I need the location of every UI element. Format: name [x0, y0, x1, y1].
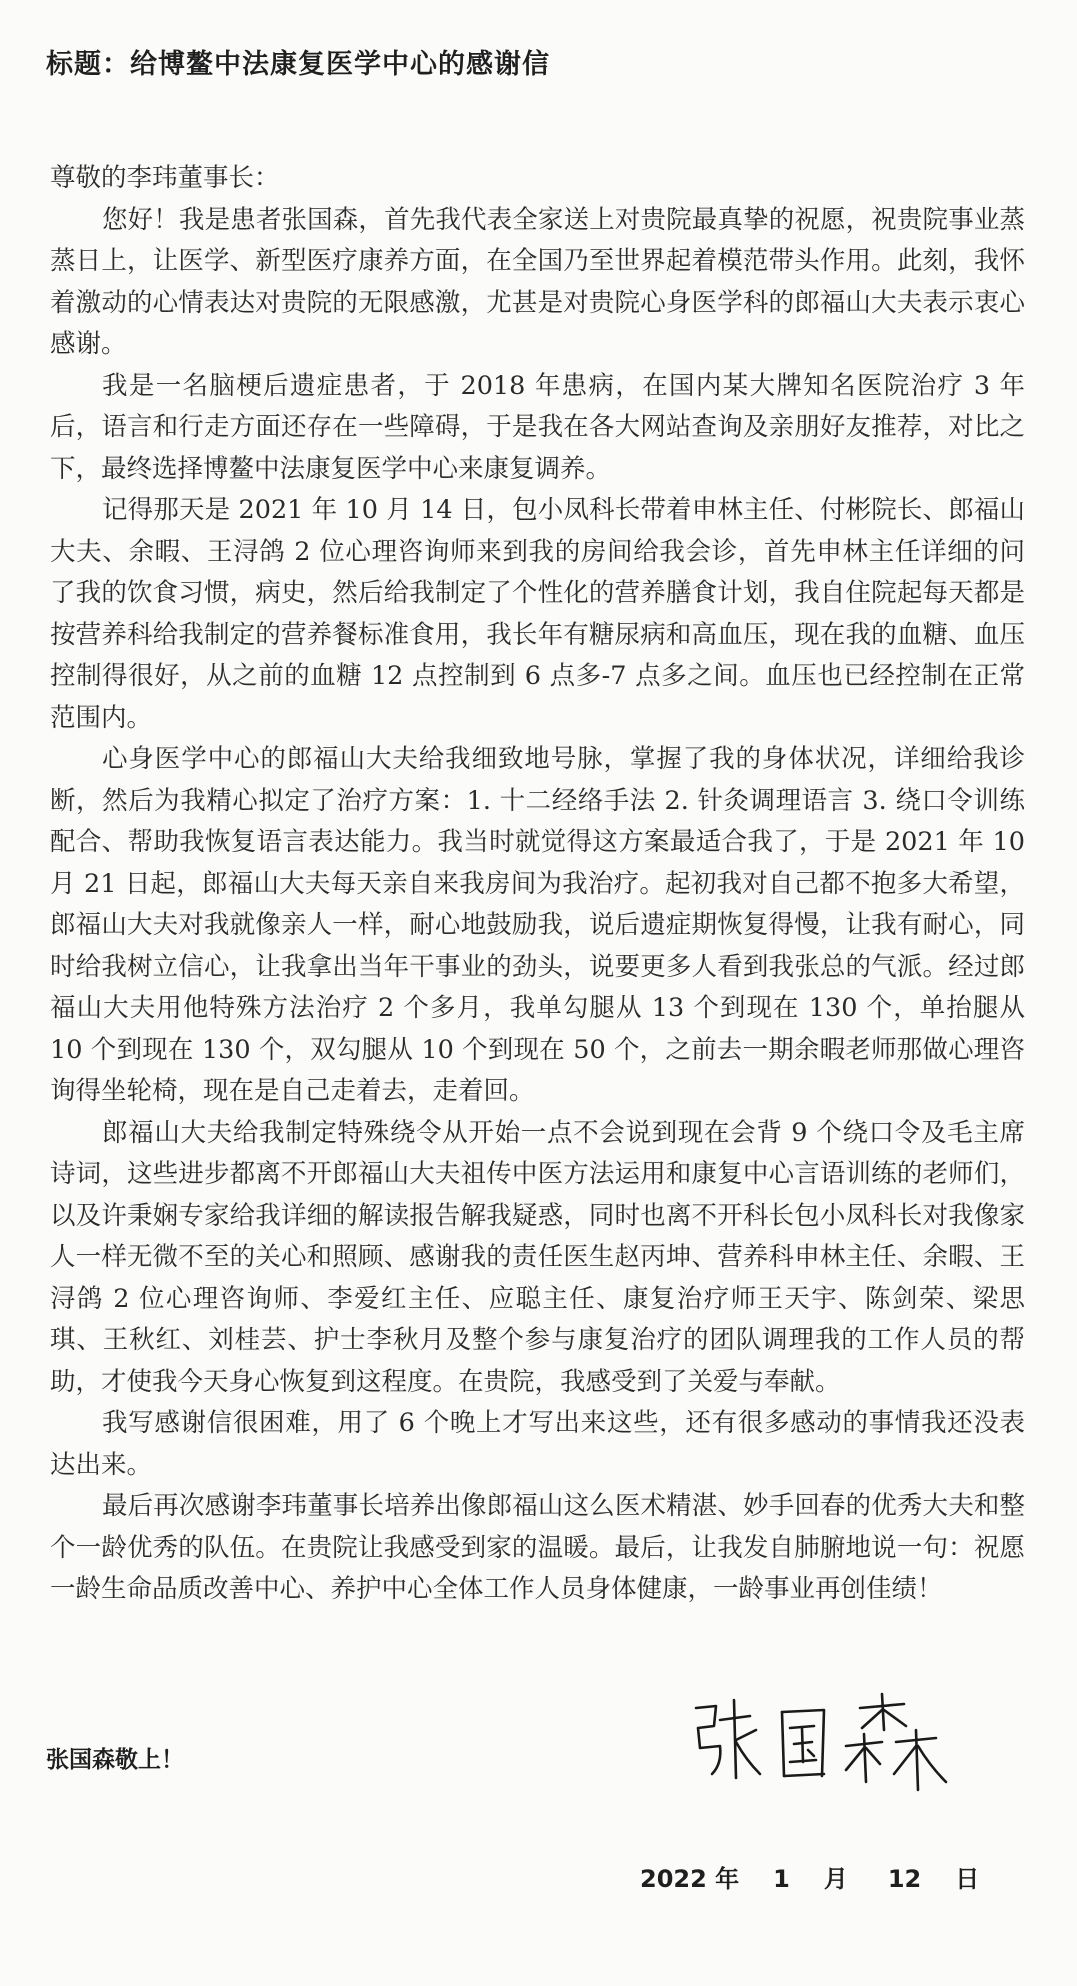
paragraph-treatment: 心身医学中心的郎福山大夫给我细致地号脉，掌握了我的身体状况，详细给我诊断，然后为我精心拟定了治疗方案：1. 十二经络手法 2. 针灸调理语言 3. 绕口令训练配合、帮助我恢复语言表达能力。我当时就觉得这方案最适合我了，于是 2021 年 10 月 21 日起，郎福山大夫每天亲自来我房间为我治疗。起初我对自己都不抱多大希望，郎福山大夫对我就像亲人一样，耐心地鼓励我，说后遗症期恢复得慢，让我有耐心，同时给我树立信心，让我拿出当年干事业的劲头，说要更多人看到我张总的气派。经过郎福山大夫用他特殊方法治疗 2 个多月，我单勾腿从 13 个到现在 130 个，单抬腿从 10 个到现在 130 个，双勾腿从 10 个到现在 50 个，之前去一期余暇老师那做心理咨询得坐轮椅，现在是自己走着去，走着回。	[50, 744, 1025, 1106]
paragraph-greeting: 您好！我是患者张国森，首先我代表全家送上对贵院最真挚的祝愿，祝贵院事业蒸蒸日上，让医学、新型医疗康养方面，在全国乃至世界起着模范带头作用。此刻，我怀着激动的心情表达对贵院的无限感激，尤甚是对贵院心身医学科的郎福山大夫表示衷心感谢。	[50, 204, 1025, 359]
handwritten-signature	[690, 1690, 950, 1800]
date-month: 1	[773, 1865, 790, 1893]
date-day-unit: 日	[955, 1865, 980, 1893]
letter-title: 标题：给博鳌中法康复医学中心的感谢信	[46, 49, 550, 80]
paragraph-consultation: 记得那天是 2021 年 10 月 14 日，包小凤科长带着申林主任、付彬院长、郎福山大夫、余暇、王浔鸽 2 位心理咨询师来到我的房间给我会诊，首先申林主任详细的问了我的饮食习惯，病史，然后给我制定了个性化的营养膳食计划，我自住院起每天都是按营养科给我制定的营养餐标准食用，我长年有糖尿病和高血压，现在我的血糖、血压控制得很好，从之前的血糖 12 点控制到 6 点多-7 点多之间。血压也已经控制在正常范围内。	[50, 495, 1025, 733]
paragraph-writing-note: 我写感谢信很困难，用了 6 个晚上才写出来这些，还有很多感动的事情我还没表达出来。	[50, 1408, 1025, 1480]
date-year: 2022	[640, 1865, 707, 1893]
letter-date	[640, 1859, 979, 1894]
date-day: 12	[887, 1865, 922, 1893]
paragraph-acknowledgements: 郎福山大夫给我制定特殊绕令从开始一点不会说到现在会背 9 个绕口令及毛主席诗词，这些进步都离不开郎福山大夫祖传中医方法运用和康复中心言语训练的老师们，以及许秉娴专家给我详细的解读报告解我疑惑，同时也离不开科长包小凤科长对我像家人一样无微不至的关心和照顾、感谢我的责任医生赵丙坤、营养科申林主任、余暇、王浔鸽 2 位心理咨询师、李爱红主任、应聪主任、康复治疗师王天宇、陈剑荣、梁思琪、王秋红、刘桂芸、护士李秋月及整个参与康复治疗的团队调理我的工作人员的帮助，才使我今天身心恢复到这程度。在贵院，我感受到了关爱与奉献。	[50, 1117, 1025, 1397]
paragraph-background: 我是一名脑梗后遗症患者，于 2018 年患病，在国内某大牌知名医院治疗 3 年后，语言和行走方面还存在一些障碍，于是我在各大网站查询及亲朋好友推荐，对比之下，最终选择博鳌中法康复医学中心来康复调养。	[50, 370, 1025, 484]
date-year-unit: 年	[715, 1865, 740, 1893]
letter-body	[50, 158, 1025, 1611]
date-month-unit: 月	[823, 1865, 848, 1893]
salutation: 尊敬的李玮董事长：	[50, 163, 280, 193]
paragraph-closing: 最后再次感谢李玮董事长培养出像郎福山这么医术精湛、妙手回春的优秀大夫和整个一龄优秀的队伍。在贵院让我感受到家的温暖。最后，让我发自肺腑地说一句：祝愿一龄生命品质改善中心、养护中心全体工作人员身体健康，一龄事业再创佳绩！	[50, 1491, 1025, 1604]
sign-off: 张国森敬上！	[46, 1747, 184, 1773]
